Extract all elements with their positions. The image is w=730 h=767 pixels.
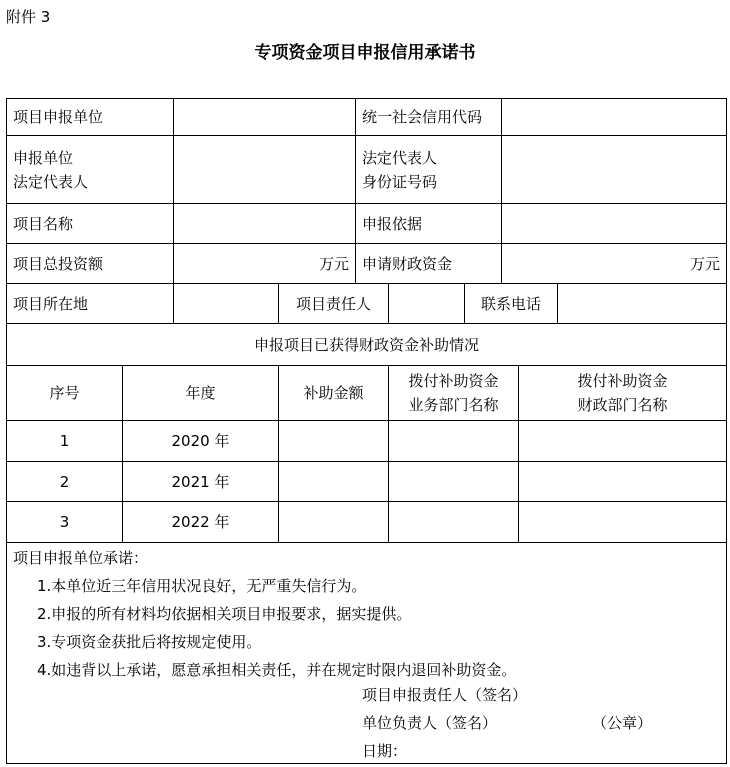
applicant-unit-field[interactable] bbox=[173, 98, 356, 136]
legal-representative-label bbox=[6, 135, 174, 204]
signature-unit-head: 单位负责人（签名） bbox=[362, 714, 498, 732]
responsible-field[interactable] bbox=[388, 283, 465, 324]
row-3-amount-field[interactable] bbox=[278, 501, 389, 543]
col-header-amount: 补助金额 bbox=[278, 365, 389, 421]
row-3-finance-dept-field[interactable] bbox=[518, 501, 727, 543]
row-1-amount-field[interactable] bbox=[278, 420, 389, 462]
credit-code-label: 统一社会信用代码 bbox=[355, 98, 502, 136]
date-label: 日期： bbox=[362, 742, 408, 760]
fiscal-request-label: 申请财政资金 bbox=[355, 243, 502, 284]
row-2-no: 2 bbox=[6, 461, 123, 502]
row-3-no: 3 bbox=[6, 501, 123, 543]
legal-rep-line-2: 法定代表人 bbox=[13, 172, 89, 191]
phone-field[interactable] bbox=[557, 283, 727, 324]
project-name-label: 项目名称 bbox=[6, 203, 174, 244]
row-2-year: 2021 年 bbox=[122, 461, 279, 502]
pledge-item-3: 3.专项资金获批后将按规定使用。 bbox=[37, 633, 262, 651]
legal-id-line-1: 法定代表人 bbox=[362, 148, 438, 167]
document-title: 专项资金项目申报信用承诺书 bbox=[254, 43, 476, 63]
pledge-item-1: 1.本单位近三年信用状况良好，无严重失信行为。 bbox=[37, 577, 367, 595]
legal-id-label bbox=[355, 135, 502, 204]
attachment-label: 附件 3 bbox=[6, 8, 51, 26]
official-seal-label: （公章） bbox=[592, 714, 653, 732]
basis-field[interactable] bbox=[501, 203, 727, 244]
responsible-label: 项目责任人 bbox=[278, 283, 389, 324]
project-name-field[interactable] bbox=[173, 203, 356, 244]
row-2-business-dept-field[interactable] bbox=[388, 461, 519, 502]
finance-dept-line-1: 拨付补助资金 bbox=[577, 372, 668, 390]
pledge-heading: 项目申报单位承诺： bbox=[13, 549, 149, 567]
row-1-no: 1 bbox=[6, 420, 123, 462]
total-investment-unit: 万元 bbox=[318, 254, 349, 273]
legal-id-line-2: 身份证号码 bbox=[362, 172, 438, 191]
row-1-business-dept-field[interactable] bbox=[388, 420, 519, 462]
applicant-unit-label: 项目申报单位 bbox=[6, 98, 174, 136]
business-dept-line-2: 业务部门名称 bbox=[408, 396, 499, 414]
legal-representative-field[interactable] bbox=[173, 135, 356, 204]
pledge-item-4: 4.如违背以上承诺，愿意承担相关责任，并在规定时限内退回补助资金。 bbox=[37, 661, 517, 679]
total-investment-label: 项目总投资额 bbox=[6, 243, 174, 284]
col-header-no: 序号 bbox=[6, 365, 123, 421]
pledge-item-2: 2.申报的所有材料均依据相关项目申报要求，据实提供。 bbox=[37, 605, 412, 623]
legal-id-field[interactable] bbox=[501, 135, 727, 204]
row-2-finance-dept-field[interactable] bbox=[518, 461, 727, 502]
subsidy-section-heading: 申报项目已获得财政资金补助情况 bbox=[6, 323, 727, 366]
legal-rep-line-1: 申报单位 bbox=[13, 148, 74, 167]
signature-responsible-person: 项目申报责任人（签名） bbox=[362, 686, 528, 704]
col-header-year: 年度 bbox=[122, 365, 279, 421]
total-investment-field[interactable] bbox=[173, 243, 356, 284]
col-header-business-dept bbox=[388, 365, 519, 421]
business-dept-line-1: 拨付补助资金 bbox=[408, 372, 499, 390]
fiscal-request-unit: 万元 bbox=[689, 254, 720, 273]
row-3-year: 2022 年 bbox=[122, 501, 279, 543]
fiscal-request-field[interactable] bbox=[501, 243, 727, 284]
pledge-section bbox=[6, 542, 727, 764]
row-1-finance-dept-field[interactable] bbox=[518, 420, 727, 462]
row-2-amount-field[interactable] bbox=[278, 461, 389, 502]
row-1-year: 2020 年 bbox=[122, 420, 279, 462]
row-3-business-dept-field[interactable] bbox=[388, 501, 519, 543]
location-field[interactable] bbox=[173, 283, 279, 324]
basis-label: 申报依据 bbox=[355, 203, 502, 244]
credit-code-field[interactable] bbox=[501, 98, 727, 136]
location-label: 项目所在地 bbox=[6, 283, 174, 324]
phone-label: 联系电话 bbox=[464, 283, 558, 324]
finance-dept-line-2: 财政部门名称 bbox=[577, 396, 668, 414]
col-header-finance-dept bbox=[518, 365, 727, 421]
